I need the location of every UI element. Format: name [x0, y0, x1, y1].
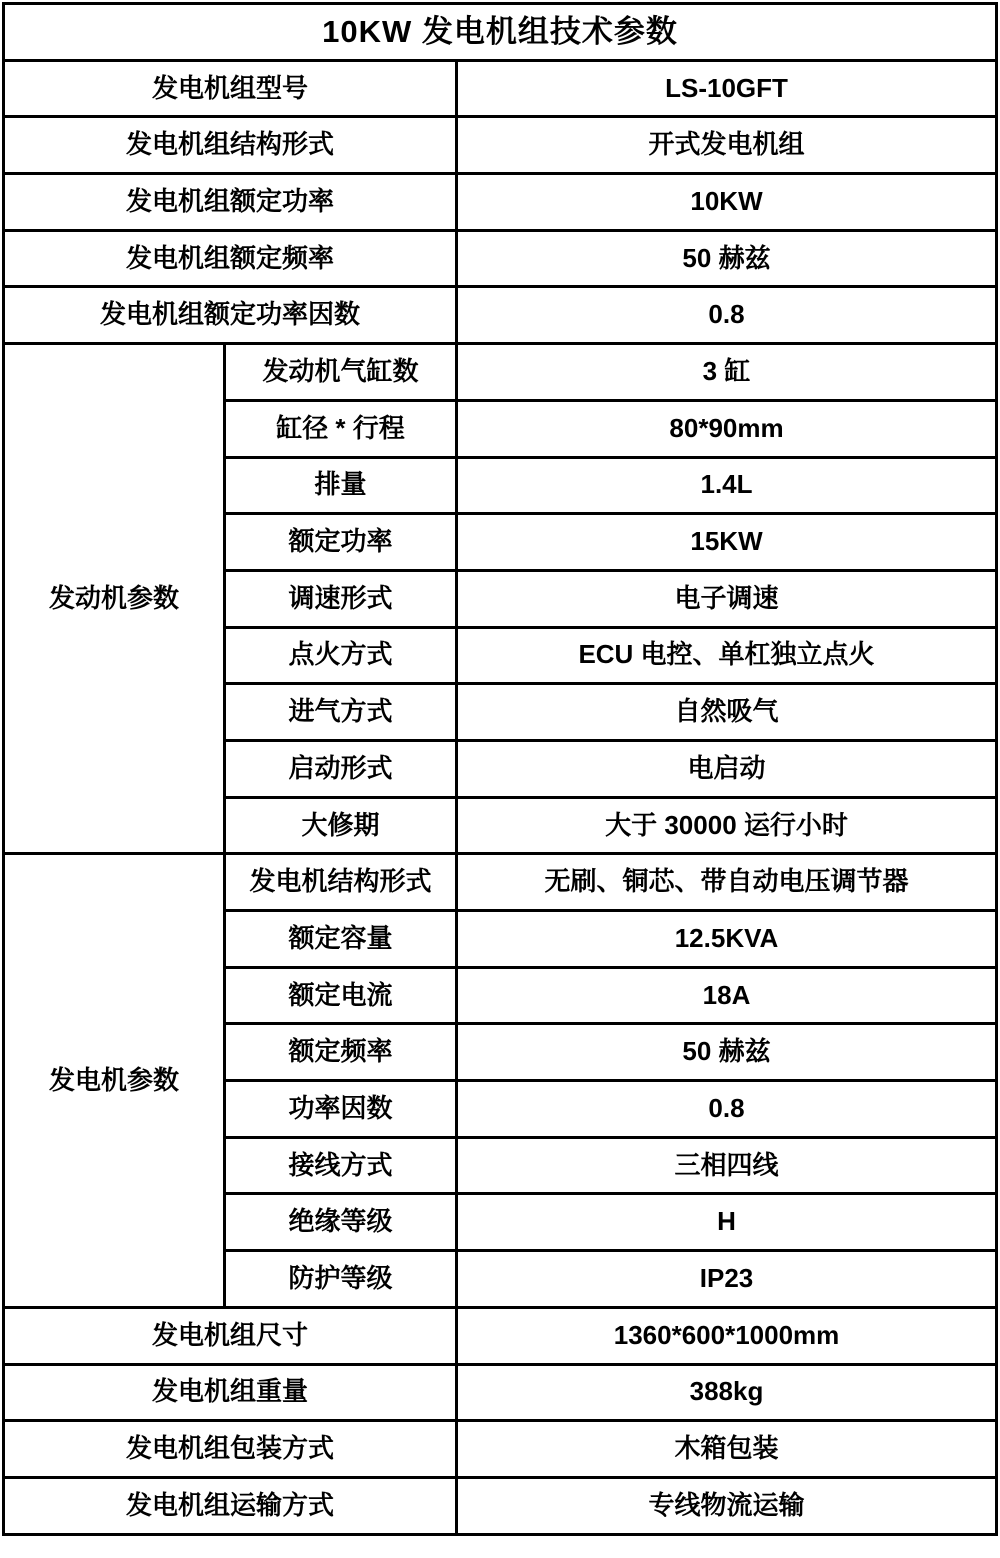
param-label-cell: 大修期 [225, 797, 457, 854]
param-label-cell: 额定功率 [225, 514, 457, 571]
param-label-cell: 发电机组重量 [4, 1364, 457, 1421]
param-value-cell: 电子调速 [457, 570, 997, 627]
table-title: 10KW 发电机组技术参数 [4, 4, 997, 61]
param-value-cell: IP23 [457, 1251, 997, 1308]
table-row [4, 1421, 997, 1478]
group-label-cell: 发动机参数 [4, 344, 225, 854]
param-value-cell: 15KW [457, 514, 997, 571]
table-row [4, 344, 997, 401]
param-value-cell: 18A [457, 967, 997, 1024]
table-row [4, 854, 997, 911]
table-row [4, 287, 997, 344]
param-label-cell: 缸径 * 行程 [225, 400, 457, 457]
param-value-cell: 0.8 [457, 287, 997, 344]
param-value-cell: 1360*600*1000mm [457, 1307, 997, 1364]
param-label-cell: 防护等级 [225, 1251, 457, 1308]
param-label-cell: 发电机组尺寸 [4, 1307, 457, 1364]
spec-table-body [4, 4, 997, 1535]
param-value-cell: 无刷、铜芯、带自动电压调节器 [457, 854, 997, 911]
param-label-cell: 绝缘等级 [225, 1194, 457, 1251]
param-label-cell: 发电机组额定功率 [4, 174, 457, 231]
param-label-cell: 额定频率 [225, 1024, 457, 1081]
param-label-cell: 额定电流 [225, 967, 457, 1024]
param-value-cell: 50 赫兹 [457, 230, 997, 287]
table-row [4, 1307, 997, 1364]
param-value-cell: 专线物流运输 [457, 1477, 997, 1534]
param-label-cell: 发动机气缸数 [225, 344, 457, 401]
param-label-cell: 发电机组额定功率因数 [4, 287, 457, 344]
table-row [4, 117, 997, 174]
param-value-cell: 1.4L [457, 457, 997, 514]
param-value-cell: H [457, 1194, 997, 1251]
param-label-cell: 调速形式 [225, 570, 457, 627]
param-label-cell: 发电机组运输方式 [4, 1477, 457, 1534]
param-value-cell: 木箱包装 [457, 1421, 997, 1478]
param-value-cell: 12.5KVA [457, 911, 997, 968]
param-value-cell: 开式发电机组 [457, 117, 997, 174]
table-row [4, 4, 997, 61]
param-label-cell: 排量 [225, 457, 457, 514]
param-value-cell: 自然吸气 [457, 684, 997, 741]
param-value-cell: LS-10GFT [457, 60, 997, 117]
param-label-cell: 启动形式 [225, 740, 457, 797]
table-row [4, 60, 997, 117]
param-value-cell: 电启动 [457, 740, 997, 797]
param-label-cell: 发电机组额定频率 [4, 230, 457, 287]
param-value-cell: 388kg [457, 1364, 997, 1421]
param-label-cell: 功率因数 [225, 1081, 457, 1138]
param-value-cell: 三相四线 [457, 1137, 997, 1194]
param-label-cell: 点火方式 [225, 627, 457, 684]
param-value-cell: 3 缸 [457, 344, 997, 401]
param-label-cell: 发电机结构形式 [225, 854, 457, 911]
param-label-cell: 额定容量 [225, 911, 457, 968]
param-value-cell: 80*90mm [457, 400, 997, 457]
param-label-cell: 发电机组型号 [4, 60, 457, 117]
table-row [4, 1477, 997, 1534]
table-row [4, 174, 997, 231]
param-value-cell: 0.8 [457, 1081, 997, 1138]
table-row [4, 1364, 997, 1421]
spec-table [2, 2, 998, 1536]
param-label-cell: 进气方式 [225, 684, 457, 741]
group-label-cell: 发电机参数 [4, 854, 225, 1308]
param-label-cell: 发电机组结构形式 [4, 117, 457, 174]
param-value-cell: 大于 30000 运行小时 [457, 797, 997, 854]
param-label-cell: 发电机组包装方式 [4, 1421, 457, 1478]
param-value-cell: 50 赫兹 [457, 1024, 997, 1081]
param-value-cell: ECU 电控、单杠独立点火 [457, 627, 997, 684]
param-value-cell: 10KW [457, 174, 997, 231]
param-label-cell: 接线方式 [225, 1137, 457, 1194]
table-row [4, 230, 997, 287]
